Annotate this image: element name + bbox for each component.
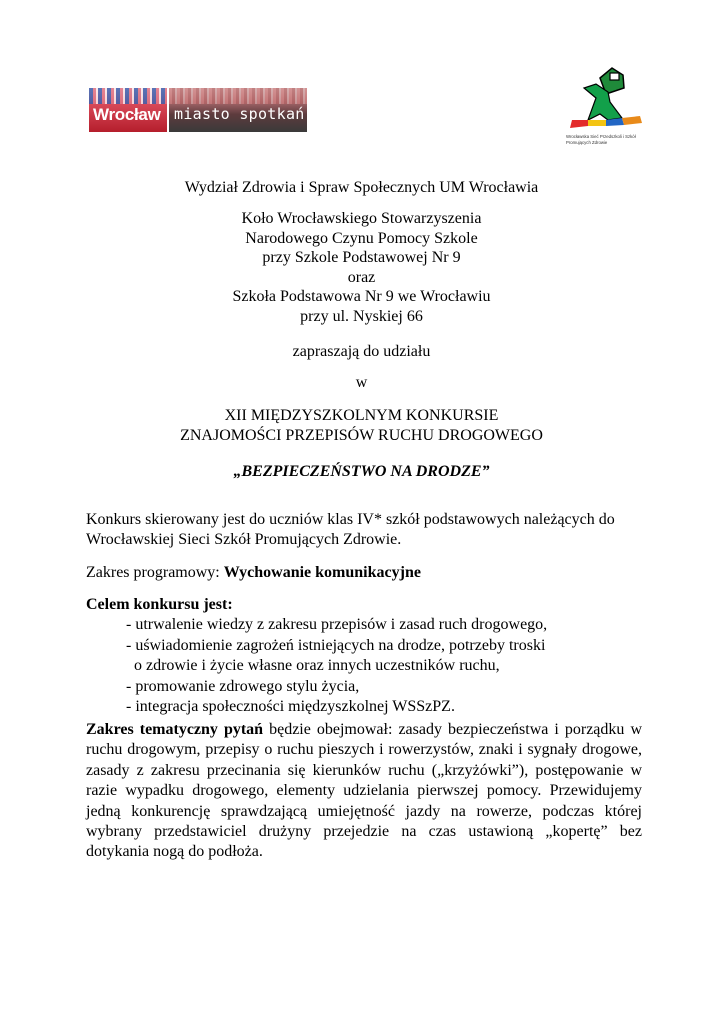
program-label: Zakres programowy: [86,564,224,581]
contest-motto: „BEZPIECZEŃSTWO NA DRODZE” [233,463,490,480]
organizer-line: oraz [347,268,376,286]
organizer-line: przy Szkole Podstawowej Nr 9 [262,249,461,266]
organizer-line: Narodowego Czynu Pomocy Szkole [245,229,478,247]
health-schools-emblem-icon [566,62,646,134]
wroclaw-logo-tagline: miasto spotkań [174,105,305,123]
program-value: Wychowanie komunikacyjne [223,564,421,581]
goals-section [86,595,642,717]
goals-list [86,615,642,717]
wroclaw-logo-name: Wrocław [93,105,161,124]
goal-item: - uświadomienie zagrożeń istniejących na drodze, potrzeby troski [126,636,546,654]
scope-label: Zakres tematyczny pytań [86,721,264,738]
contest-title [0,406,723,445]
audience-paragraph: Konkurs skierowany jest do uczniów klas IV* szkół podstawowych należących do Wrocławskiej Sieci Szkół Promujących Zdrowie. [86,511,615,549]
scope-text: będzie obejmował: zasady bezpieczeństwa i porządku w ruchu drogowym, przepisy o ruchu pieszych i rowerzystów, znaki i sygnały drogowe, zasady z zakresu przecinania się kierunków ruchu („krzyżówki”), postępowanie w razie wypadku drogowego, elementy udzielania pierwszej pomocy. Przewidujemy jedną konkurencję sprawdzającą umiejętność jazdy na rowerze, podczas której wybrany przedstawiciel drużyny przejedzie na czas ustawioną „kopertę” bez dotykania nogą do podłoża. [86,721,642,861]
program-paragraph [86,563,642,583]
wroclaw-logo-dark-panel [169,88,307,132]
wroclaw-logo-red-panel [89,88,167,132]
organizer-line: Szkoła Podstawowa Nr 9 we Wrocławiu [232,288,491,305]
invite-line: zapraszają do udziału [292,343,431,360]
goal-item: - integracja społeczności międzyszkolnej WSSzPZ. [126,698,455,716]
goal-continuation-text: o zdrowie i życie własne oraz innych uczestników ruchu, [134,657,500,675]
goal-item-continuation [86,656,642,676]
organizer-line: przy ul. Nyskiej 66 [300,307,423,325]
health-schools-caption: Wrocławska Sieć Przedszkoli i Szkół Promujących Zdrowie [566,134,636,145]
scope-paragraph [86,720,642,863]
w-line: w [355,374,368,391]
department-line: Wydział Zdrowia i Spraw Społecznych UM Wrocławia [184,179,539,196]
organizers-block [0,209,723,326]
contest-title-line1: XII MIĘDZYSZKOLNYM KONKURSIE [224,407,499,424]
organizer-line: Koło Wrocławskiego Stowarzyszenia [241,210,482,227]
health-schools-logo [566,62,646,154]
goals-heading: Celem konkursu jest: [86,596,233,613]
contest-title-line2: ZNAJOMOŚCI PRZEPISÓW RUCHU DROGOWEGO [180,426,543,444]
wroclaw-logo [89,88,307,132]
goal-item: - promowanie zdrowego stylu życia, [126,677,360,695]
goal-item: - utrwalenie wiedzy z zakresu przepisów i zasad ruch drogowego, [126,616,548,634]
